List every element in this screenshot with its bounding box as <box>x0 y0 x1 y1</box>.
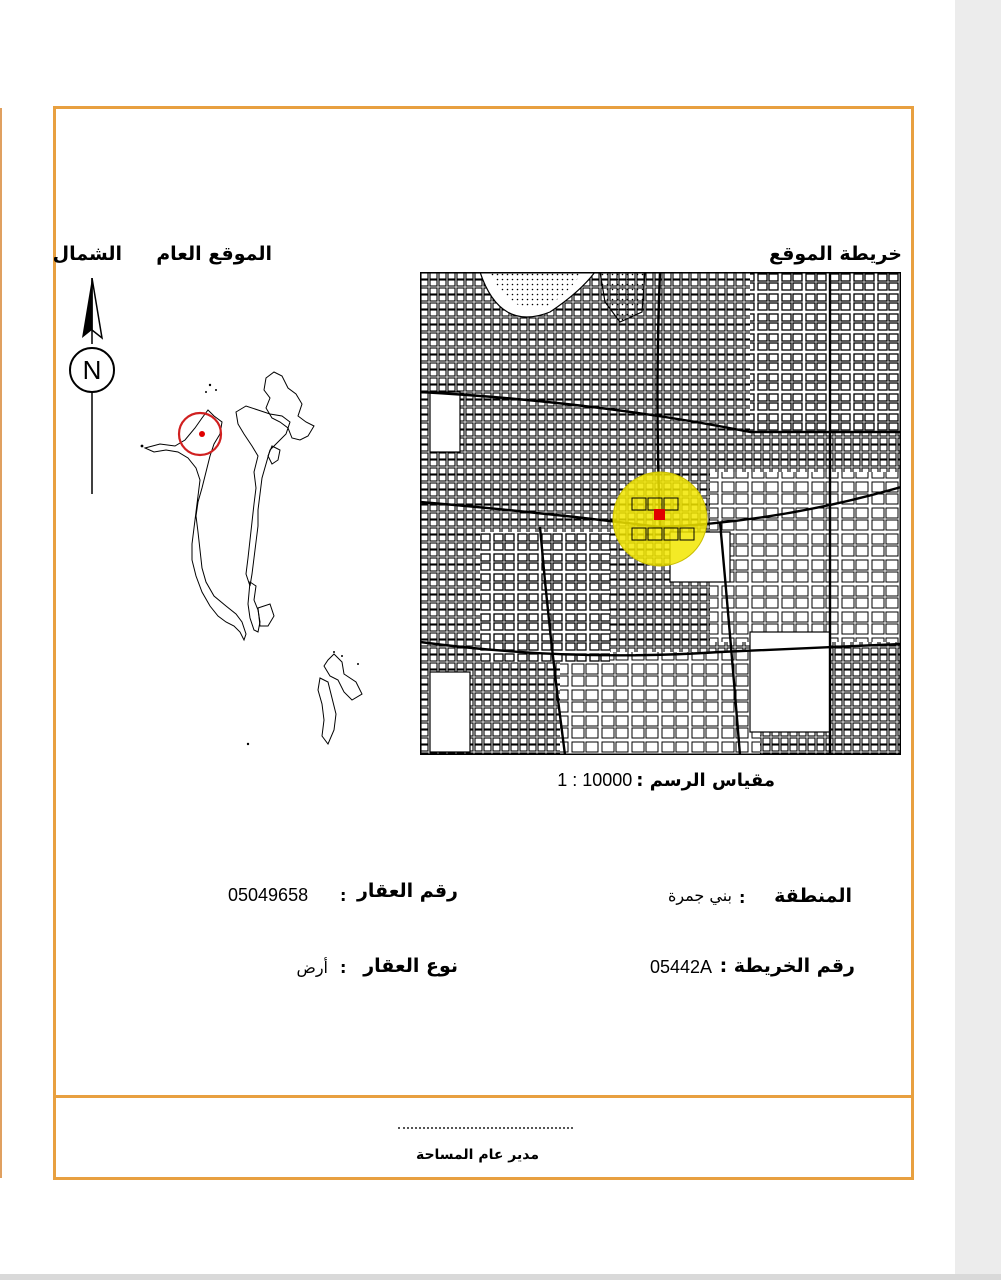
property-type-value: أرض <box>296 958 328 977</box>
property-number-colon: : <box>340 886 347 905</box>
viewer-right-margin <box>955 0 1001 1280</box>
scale-value: 1 : 10000 <box>557 770 633 790</box>
signature-title: مدير عام المساحة <box>415 1147 540 1163</box>
location-dot <box>199 431 205 437</box>
previous-page-edge <box>0 108 2 1178</box>
property-number-label: رقم العقار <box>356 880 458 902</box>
signature-line <box>398 1127 573 1129</box>
area-label: المنطقة <box>774 885 852 907</box>
site-map <box>420 272 901 755</box>
area-value: بني جمرة <box>667 886 732 905</box>
north-letter: N <box>82 355 102 385</box>
map-number-label: رقم الخريطة : <box>719 955 855 977</box>
north-title: الشمال <box>52 243 122 265</box>
frame-divider <box>53 1095 914 1098</box>
scale-row <box>555 770 775 798</box>
property-type-label: نوع العقار <box>363 955 458 977</box>
area-colon: : <box>739 888 746 907</box>
parcel-marker <box>654 509 665 520</box>
site-map-title: خريطة الموقع <box>768 243 902 265</box>
map-number-value: 05442A <box>650 957 713 977</box>
general-location-title: الموقع العام <box>156 243 272 265</box>
viewer-bottom-margin <box>0 1274 1001 1280</box>
north-arrow-icon <box>64 278 120 498</box>
overview-map <box>130 360 370 750</box>
property-type-colon: : <box>340 958 347 977</box>
property-number-value: 05049658 <box>228 885 309 905</box>
scale-label: مقياس الرسم : <box>636 770 775 791</box>
